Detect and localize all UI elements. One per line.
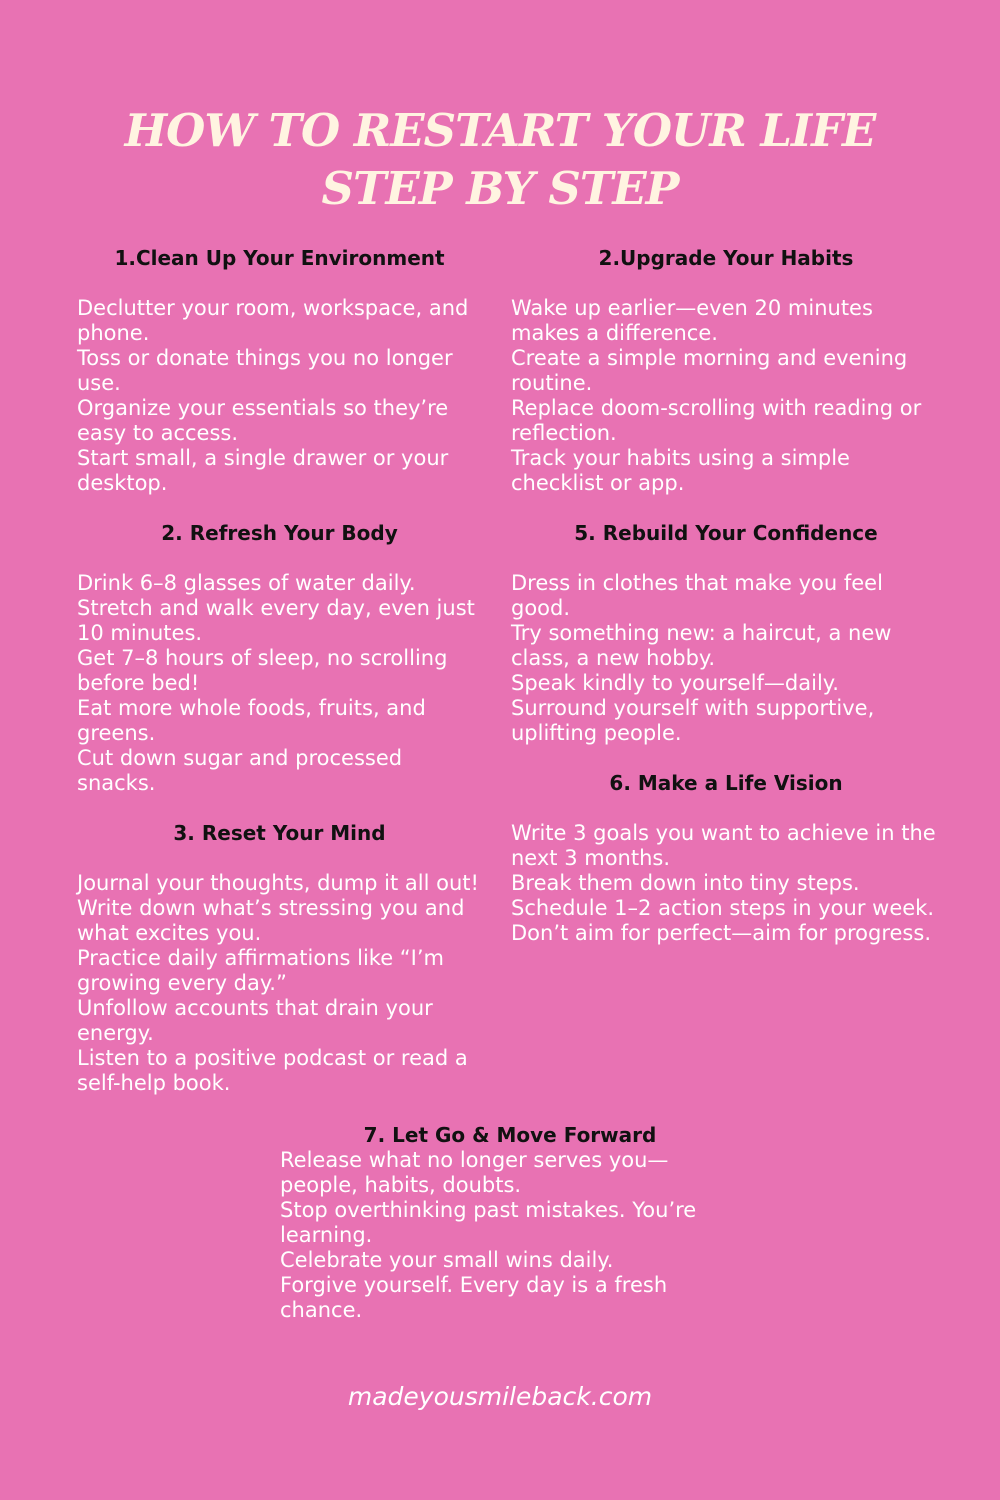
- list-item: Journal your thoughts, dump it all out!: [77, 871, 479, 895]
- list-item: Try something new: a haircut, a new class, a new hobby.: [511, 621, 892, 670]
- section-refresh-body: [77, 521, 482, 796]
- section-heading: 7. Let Go & Move Forward: [363, 1123, 657, 1147]
- section-heading: 1.Clean Up Your Environment: [114, 246, 445, 270]
- section-body: [77, 296, 482, 496]
- section-upgrade-habits: [511, 246, 941, 496]
- section-let-go: [280, 1123, 720, 1323]
- list-item: Celebrate your small wins daily.: [280, 1248, 614, 1272]
- section-heading: 3. Reset Your Mind: [173, 821, 386, 845]
- list-item: Cut down sugar and processed snacks.: [77, 746, 403, 795]
- list-item: Release what no longer serves you—people, habits, doubts.: [280, 1148, 669, 1197]
- list-item: Toss or donate things you no longer use.: [77, 346, 453, 395]
- list-item: Stretch and walk every day, even just 10 minutes.: [77, 596, 475, 645]
- section-life-vision: [511, 771, 941, 946]
- list-item: Declutter your room, workspace, and phone.: [77, 296, 469, 345]
- list-item: Drink 6–8 glasses of water daily.: [77, 571, 416, 595]
- list-item: Schedule 1–2 action steps in your week.: [511, 896, 934, 920]
- page-title-line-1: HOW TO RESTART YOUR LIFE: [124, 104, 876, 157]
- section-heading: 2. Refresh Your Body: [161, 521, 398, 545]
- section-reset-mind: [77, 821, 482, 1096]
- list-item: Break them down into tiny steps.: [511, 871, 860, 895]
- list-item: Dress in clothes that make you feel good.: [511, 571, 883, 620]
- list-item: Practice daily affirmations like “I’m growing every day.”: [77, 946, 445, 995]
- list-item: Eat more whole foods, fruits, and greens.: [77, 696, 426, 745]
- section-body: [280, 1148, 720, 1323]
- list-item: Write down what’s stressing you and what excites you.: [77, 896, 465, 945]
- page-title-line-2: STEP BY STEP: [321, 162, 679, 215]
- section-body: [511, 296, 941, 496]
- section-heading: 6. Make a Life Vision: [609, 771, 843, 795]
- section-heading: 2.Upgrade Your Habits: [598, 246, 854, 270]
- section-clean-up-environment: [77, 246, 482, 496]
- list-item: Create a simple morning and evening routine.: [511, 346, 908, 395]
- list-item: Forgive yourself. Every day is a fresh chance.: [280, 1273, 668, 1322]
- list-item: Replace doom-scrolling with reading or reflection.: [511, 396, 922, 445]
- list-item: Listen to a positive podcast or read a self-help book.: [77, 1046, 468, 1095]
- list-item: Unfollow accounts that drain your energy.: [77, 996, 433, 1045]
- list-item: Wake up earlier—even 20 minutes makes a difference.: [511, 296, 873, 345]
- section-body: [77, 571, 482, 796]
- page-title: [0, 102, 1000, 218]
- list-item: Write 3 goals you want to achieve in the next 3 months.: [511, 821, 936, 870]
- list-item: Surround yourself with supportive, uplifting people.: [511, 696, 875, 745]
- website-url: madeyousmileback.com: [347, 1382, 653, 1411]
- section-body: [511, 821, 941, 946]
- section-heading: 5. Rebuild Your Confidence: [574, 521, 878, 545]
- list-item: Don’t aim for perfect—aim for progress.: [511, 921, 931, 945]
- section-rebuild-confidence: [511, 521, 941, 746]
- list-item: Stop overthinking past mistakes. You’re learning.: [280, 1198, 697, 1247]
- list-item: Speak kindly to yourself—daily.: [511, 671, 839, 695]
- list-item: Track your habits using a simple checklist or app.: [511, 446, 850, 495]
- list-item: Organize your essentials so they’re easy to access.: [77, 396, 449, 445]
- list-item: Get 7–8 hours of sleep, no scrolling before bed!: [77, 646, 448, 695]
- section-body: [511, 571, 941, 746]
- section-body: [77, 871, 482, 1096]
- list-item: Start small, a single drawer or your desktop.: [77, 446, 449, 495]
